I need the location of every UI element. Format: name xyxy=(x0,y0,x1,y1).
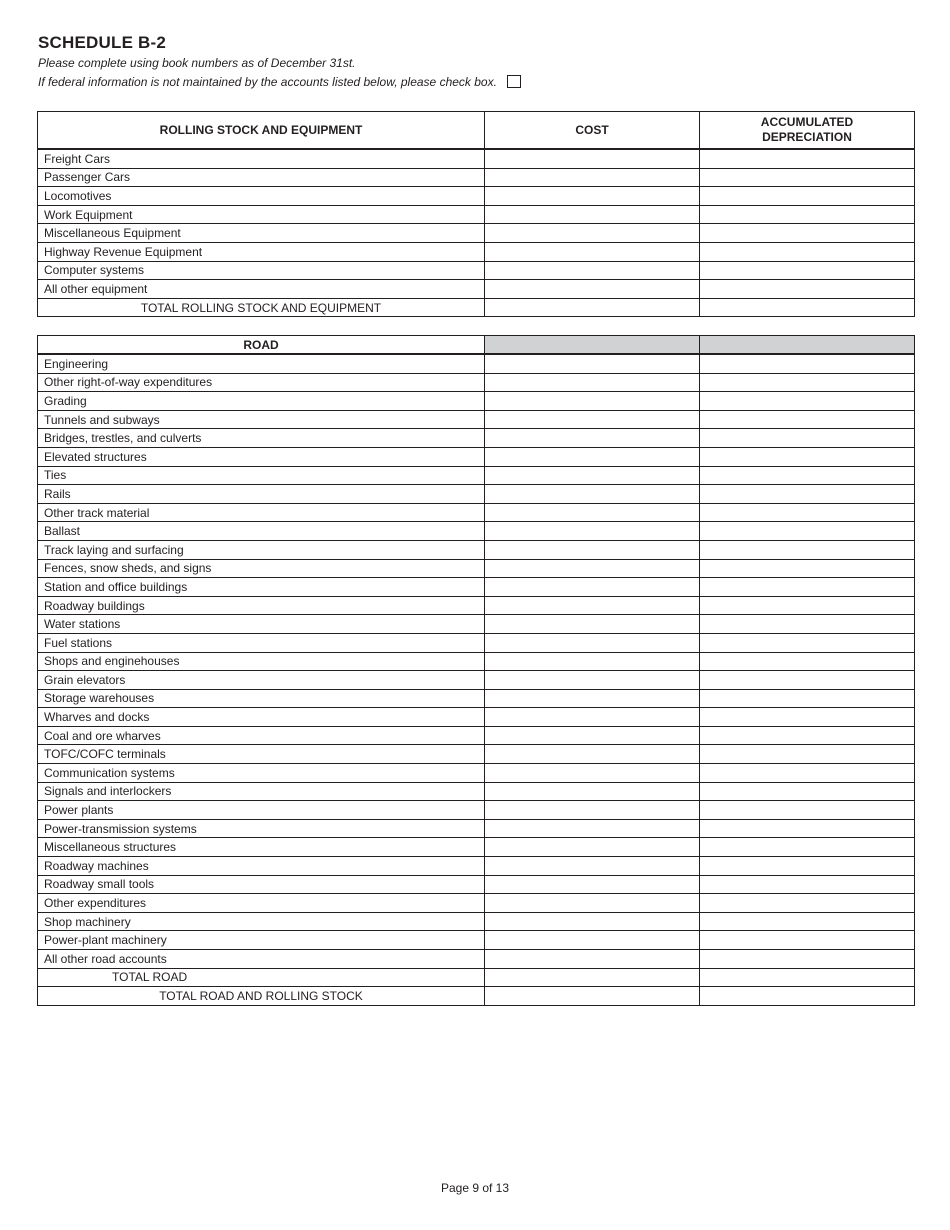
cost-cell[interactable] xyxy=(485,168,700,187)
accumulated-depreciation-cell[interactable] xyxy=(700,987,915,1006)
accumulated-depreciation-cell[interactable] xyxy=(700,280,915,299)
row-label: Power-plant machinery xyxy=(38,931,485,950)
cost-cell[interactable] xyxy=(485,950,700,969)
total-rolling-stock-row xyxy=(38,298,915,317)
row-label: Ballast xyxy=(38,522,485,541)
row-label: Water stations xyxy=(38,615,485,634)
accumulated-depreciation-cell[interactable] xyxy=(700,485,915,504)
cost-cell[interactable] xyxy=(485,503,700,522)
accumulated-depreciation-cell[interactable] xyxy=(700,149,915,168)
rolling-stock-table xyxy=(37,111,915,317)
accumulated-depreciation-cell[interactable] xyxy=(700,652,915,671)
accumulated-depreciation-cell[interactable] xyxy=(700,894,915,913)
row-label: Track laying and surfacing xyxy=(38,540,485,559)
table-row xyxy=(38,522,915,541)
accumulated-depreciation-cell[interactable] xyxy=(700,950,915,969)
table-row xyxy=(38,280,915,299)
row-label: All other equipment xyxy=(38,280,485,299)
page-number: Page 9 of 13 xyxy=(440,1181,510,1195)
accumulated-depreciation-cell[interactable] xyxy=(700,801,915,820)
accumulated-depreciation-cell[interactable] xyxy=(700,466,915,485)
row-label: TOTAL ROAD AND ROLLING STOCK xyxy=(38,987,485,1006)
road-header-row xyxy=(38,336,915,355)
cost-cell[interactable] xyxy=(485,726,700,745)
cost-cell[interactable] xyxy=(485,596,700,615)
total-road-and-rolling-stock-row xyxy=(38,987,915,1006)
row-label: Other expenditures xyxy=(38,894,485,913)
accumulated-depreciation-cell[interactable] xyxy=(700,671,915,690)
accumulated-depreciation-cell[interactable] xyxy=(700,931,915,950)
accumulated-depreciation-cell[interactable] xyxy=(700,875,915,894)
row-label: Wharves and docks xyxy=(38,708,485,727)
federal-info-checkbox[interactable] xyxy=(507,75,521,88)
row-label: Rails xyxy=(38,485,485,504)
instruction-federal-info xyxy=(38,75,521,89)
cost-cell[interactable] xyxy=(485,857,700,876)
table-row xyxy=(38,466,915,485)
cost-cell[interactable] xyxy=(485,671,700,690)
table-row xyxy=(38,708,915,727)
table-row xyxy=(38,671,915,690)
table-row xyxy=(38,205,915,224)
table-row xyxy=(38,429,915,448)
accumulated-depreciation-cell[interactable] xyxy=(700,596,915,615)
row-label: Coal and ore wharves xyxy=(38,726,485,745)
row-label: Engineering xyxy=(38,354,485,373)
accumulated-depreciation-header xyxy=(700,112,915,150)
cost-cell[interactable] xyxy=(485,298,700,317)
row-label: Grain elevators xyxy=(38,671,485,690)
row-label: TOFC/COFC terminals xyxy=(38,745,485,764)
accumulated-depreciation-cell[interactable] xyxy=(700,242,915,261)
cost-cell[interactable] xyxy=(485,410,700,429)
cost-cell[interactable] xyxy=(485,224,700,243)
accumulated-depreciation-cell[interactable] xyxy=(700,559,915,578)
accumulated-depreciation-cell[interactable] xyxy=(700,689,915,708)
table-row xyxy=(38,224,915,243)
accumulated-depreciation-cell[interactable] xyxy=(700,912,915,931)
accumulated-depreciation-cell[interactable] xyxy=(700,615,915,634)
table-row xyxy=(38,689,915,708)
cost-cell[interactable] xyxy=(485,801,700,820)
cost-cell[interactable] xyxy=(485,578,700,597)
row-label: Bridges, trestles, and culverts xyxy=(38,429,485,448)
table-row xyxy=(38,559,915,578)
accumulated-depreciation-header-line1: ACCUMULATED xyxy=(760,115,854,129)
cost-cell[interactable] xyxy=(485,261,700,280)
table-row xyxy=(38,503,915,522)
cost-cell[interactable] xyxy=(485,615,700,634)
accumulated-depreciation-cell[interactable] xyxy=(700,819,915,838)
instruction-book-numbers: Please complete using book numbers as of December 31st. xyxy=(38,56,356,70)
accumulated-depreciation-cell[interactable] xyxy=(700,968,915,987)
accumulated-depreciation-cell[interactable] xyxy=(700,224,915,243)
cost-cell[interactable] xyxy=(485,540,700,559)
row-label: Shops and enginehouses xyxy=(38,652,485,671)
accumulated-depreciation-cell[interactable] xyxy=(700,392,915,411)
table-row xyxy=(38,819,915,838)
rolling-stock-header-label: ROLLING STOCK AND EQUIPMENT xyxy=(38,112,485,150)
road-header-label: ROAD xyxy=(38,336,485,355)
cost-cell[interactable] xyxy=(485,187,700,206)
table-row xyxy=(38,745,915,764)
table-row xyxy=(38,447,915,466)
table-row xyxy=(38,149,915,168)
accumulated-depreciation-cell[interactable] xyxy=(700,633,915,652)
row-label: Grading xyxy=(38,392,485,411)
row-label: TOTAL ROAD xyxy=(38,968,485,987)
table-row xyxy=(38,912,915,931)
table-row xyxy=(38,931,915,950)
row-label: Elevated structures xyxy=(38,447,485,466)
cost-cell[interactable] xyxy=(485,838,700,857)
row-label: Passenger Cars xyxy=(38,168,485,187)
cost-cell[interactable] xyxy=(485,522,700,541)
accumulated-depreciation-cell[interactable] xyxy=(700,205,915,224)
accumulated-depreciation-cell[interactable] xyxy=(700,187,915,206)
total-road-row xyxy=(38,968,915,987)
table-row xyxy=(38,838,915,857)
row-label: Miscellaneous Equipment xyxy=(38,224,485,243)
row-label: Fuel stations xyxy=(38,633,485,652)
cost-header: COST xyxy=(485,112,700,150)
accumulated-depreciation-cell[interactable] xyxy=(700,726,915,745)
cost-cell[interactable] xyxy=(485,485,700,504)
accumulated-depreciation-cell[interactable] xyxy=(700,540,915,559)
table-row xyxy=(38,168,915,187)
table-row xyxy=(38,373,915,392)
table-row xyxy=(38,242,915,261)
row-label: Freight Cars xyxy=(38,149,485,168)
row-label: Highway Revenue Equipment xyxy=(38,242,485,261)
cost-cell[interactable] xyxy=(485,689,700,708)
table-row xyxy=(38,615,915,634)
row-label: Roadway machines xyxy=(38,857,485,876)
row-label: Power plants xyxy=(38,801,485,820)
cost-cell[interactable] xyxy=(485,205,700,224)
table-row xyxy=(38,652,915,671)
cost-cell[interactable] xyxy=(485,466,700,485)
row-label: Other right-of-way expenditures xyxy=(38,373,485,392)
instruction-federal-text: If federal information is not maintained by the accounts listed below, please check box. xyxy=(38,75,497,89)
row-label: Miscellaneous structures xyxy=(38,838,485,857)
row-label: Shop machinery xyxy=(38,912,485,931)
row-label: Work Equipment xyxy=(38,205,485,224)
row-label: Locomotives xyxy=(38,187,485,206)
road-table xyxy=(37,335,915,1006)
accumulated-depreciation-cell[interactable] xyxy=(700,708,915,727)
accumulated-depreciation-cell[interactable] xyxy=(700,503,915,522)
row-label: All other road accounts xyxy=(38,950,485,969)
road-header-cost-shaded xyxy=(485,336,700,355)
accumulated-depreciation-cell[interactable] xyxy=(700,764,915,783)
cost-cell[interactable] xyxy=(485,894,700,913)
accumulated-depreciation-cell[interactable] xyxy=(700,522,915,541)
table-row xyxy=(38,633,915,652)
cost-cell[interactable] xyxy=(485,912,700,931)
cost-cell[interactable] xyxy=(485,875,700,894)
accumulated-depreciation-cell[interactable] xyxy=(700,857,915,876)
table-row xyxy=(38,764,915,783)
table-row xyxy=(38,410,915,429)
accumulated-depreciation-cell[interactable] xyxy=(700,261,915,280)
cost-cell[interactable] xyxy=(485,819,700,838)
table-row xyxy=(38,857,915,876)
accumulated-depreciation-cell[interactable] xyxy=(700,447,915,466)
table-row xyxy=(38,485,915,504)
accumulated-depreciation-cell[interactable] xyxy=(700,410,915,429)
row-label: Ties xyxy=(38,466,485,485)
accumulated-depreciation-cell[interactable] xyxy=(700,838,915,857)
cost-cell[interactable] xyxy=(485,354,700,373)
accumulated-depreciation-cell[interactable] xyxy=(700,745,915,764)
cost-cell[interactable] xyxy=(485,149,700,168)
row-label: Fences, snow sheds, and signs xyxy=(38,559,485,578)
cost-cell[interactable] xyxy=(485,392,700,411)
cost-cell[interactable] xyxy=(485,782,700,801)
cost-cell[interactable] xyxy=(485,242,700,261)
cost-cell[interactable] xyxy=(485,652,700,671)
row-label: Power-transmission systems xyxy=(38,819,485,838)
row-label: Signals and interlockers xyxy=(38,782,485,801)
accumulated-depreciation-cell[interactable] xyxy=(700,578,915,597)
row-label: Storage warehouses xyxy=(38,689,485,708)
table-row xyxy=(38,261,915,280)
cost-cell[interactable] xyxy=(485,987,700,1006)
accumulated-depreciation-header-line2: DEPRECIATION xyxy=(762,130,852,144)
row-label: Tunnels and subways xyxy=(38,410,485,429)
table-row xyxy=(38,392,915,411)
row-label: Station and office buildings xyxy=(38,578,485,597)
cost-cell[interactable] xyxy=(485,931,700,950)
cost-cell[interactable] xyxy=(485,708,700,727)
cost-cell[interactable] xyxy=(485,280,700,299)
accumulated-depreciation-cell[interactable] xyxy=(700,373,915,392)
table-row xyxy=(38,578,915,597)
table-row xyxy=(38,596,915,615)
accumulated-depreciation-cell[interactable] xyxy=(700,782,915,801)
cost-cell[interactable] xyxy=(485,373,700,392)
table-row xyxy=(38,950,915,969)
table-row xyxy=(38,875,915,894)
accumulated-depreciation-cell[interactable] xyxy=(700,168,915,187)
cost-cell[interactable] xyxy=(485,447,700,466)
row-label: Communication systems xyxy=(38,764,485,783)
row-label: Roadway buildings xyxy=(38,596,485,615)
table-row xyxy=(38,894,915,913)
table-row xyxy=(38,782,915,801)
cost-cell[interactable] xyxy=(485,633,700,652)
cost-cell[interactable] xyxy=(485,559,700,578)
table-row xyxy=(38,354,915,373)
cost-cell[interactable] xyxy=(485,764,700,783)
table-row xyxy=(38,726,915,745)
table-row xyxy=(38,187,915,206)
row-label: Other track material xyxy=(38,503,485,522)
cost-cell[interactable] xyxy=(485,745,700,764)
table-row xyxy=(38,801,915,820)
accumulated-depreciation-cell[interactable] xyxy=(700,429,915,448)
rolling-stock-header-row xyxy=(38,112,915,150)
row-label: TOTAL ROLLING STOCK AND EQUIPMENT xyxy=(38,298,485,317)
row-label: Computer systems xyxy=(38,261,485,280)
cost-cell[interactable] xyxy=(485,429,700,448)
row-label: Roadway small tools xyxy=(38,875,485,894)
accumulated-depreciation-cell[interactable] xyxy=(700,354,915,373)
schedule-title: SCHEDULE B-2 xyxy=(38,33,167,52)
accumulated-depreciation-cell[interactable] xyxy=(700,298,915,317)
table-row xyxy=(38,540,915,559)
road-header-depreciation-shaded xyxy=(700,336,915,355)
cost-cell[interactable] xyxy=(485,968,700,987)
